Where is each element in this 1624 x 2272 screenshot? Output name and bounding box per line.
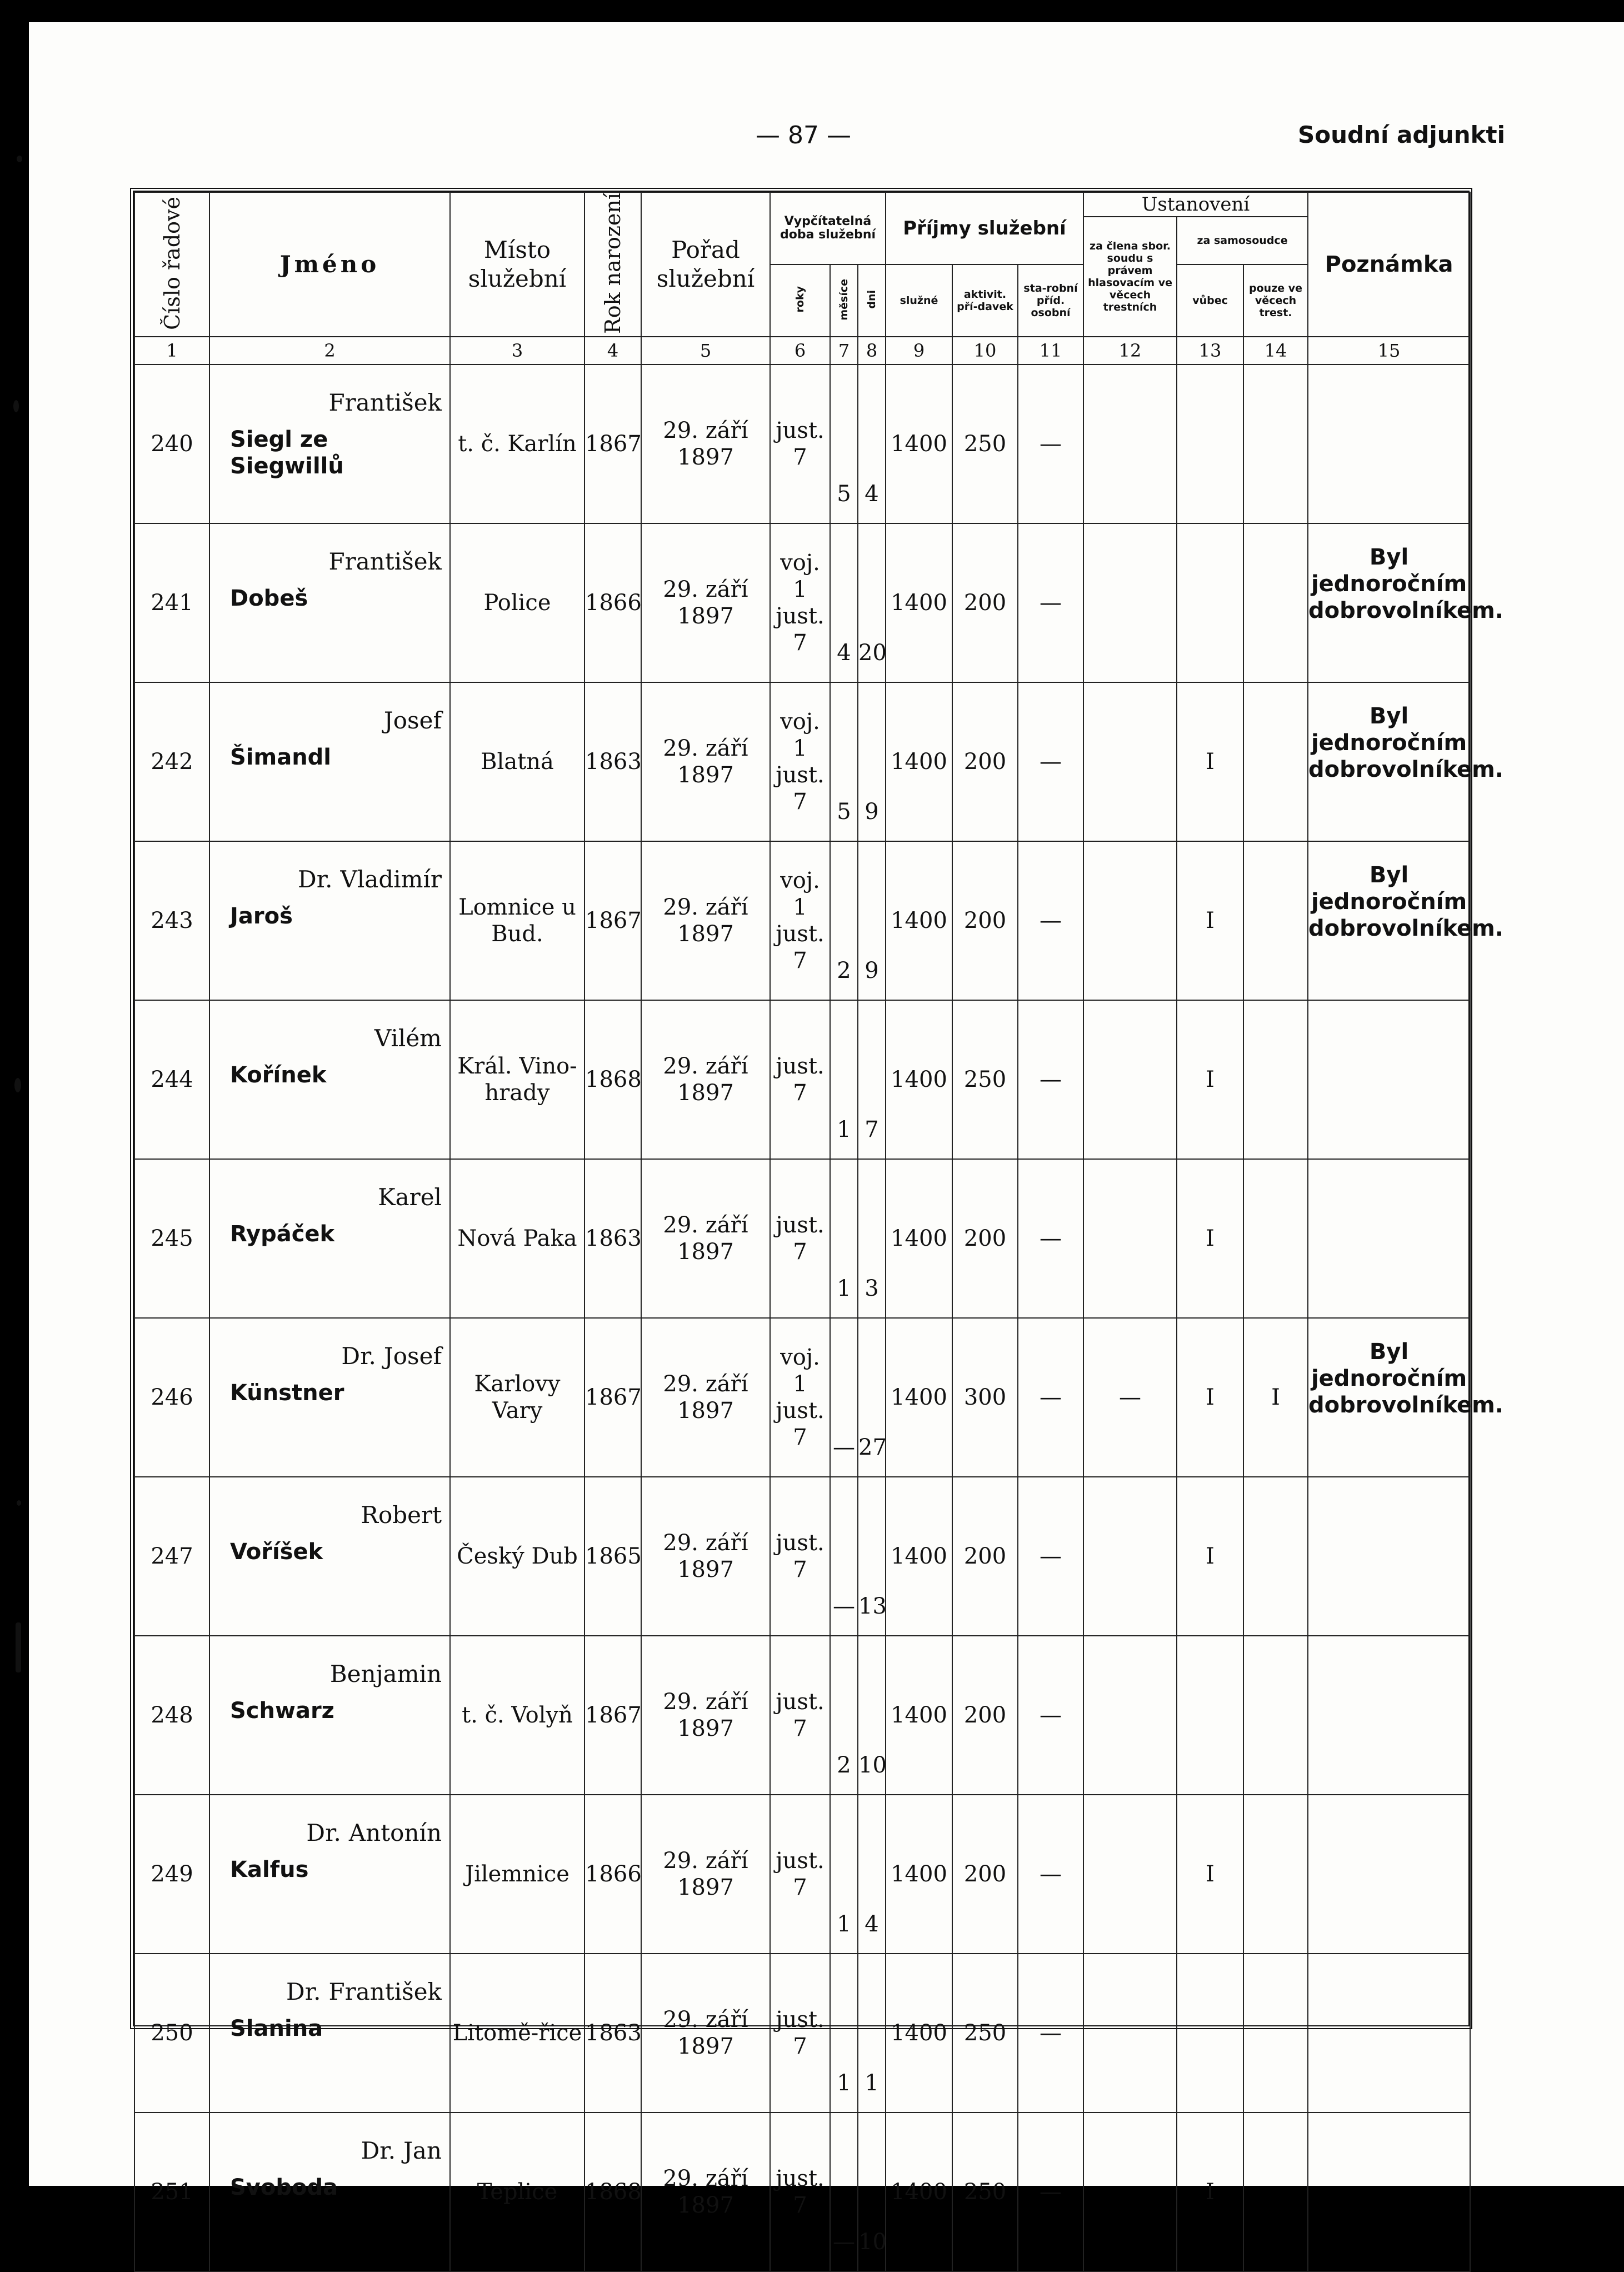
appointment-senate-member (1083, 682, 1177, 841)
remark: Byl jednoročním dobrovolníkem. (1308, 682, 1470, 841)
appointment-senate-member (1083, 1477, 1177, 1636)
surname: Svoboda (230, 2174, 338, 2200)
column-number: 3 (450, 337, 584, 364)
place-of-service: Karlovy Vary (450, 1318, 584, 1477)
header-porad: Pořad služební (641, 192, 770, 337)
appointment-criminal-only (1243, 841, 1308, 1000)
activity-allowance: 200 (952, 841, 1018, 1000)
seniority-allowance: — (1018, 1636, 1083, 1795)
appointment-criminal-only: I (1243, 1318, 1308, 1477)
seniority-allowance: — (1018, 1000, 1083, 1159)
service-months: 1 (830, 1954, 858, 2113)
remark (1308, 1159, 1470, 1318)
seniority-allowance: — (1018, 1159, 1083, 1318)
service-order-date: 29. září 1897 (641, 1636, 770, 1795)
scan-speck (16, 1622, 21, 1672)
seniority-allowance: — (1018, 2113, 1083, 2271)
table-row (134, 682, 1470, 841)
column-number: 7 (830, 337, 858, 364)
salary: 1400 (886, 2113, 952, 2271)
column-number: 5 (641, 337, 770, 364)
service-days: 10 (858, 2113, 886, 2271)
academic-title: Dr. (361, 2136, 396, 2164)
page-number: — 87 — (756, 121, 851, 149)
service-months: — (830, 1477, 858, 1636)
table-row (134, 1159, 1470, 1318)
header-dni: dni (858, 264, 886, 337)
given-name (341, 1343, 442, 1370)
service-days: 3 (858, 1159, 886, 1318)
service-order-date: 29. září 1897 (641, 1795, 770, 1954)
table-row (134, 1954, 1470, 2113)
remark: Byl jednoročním dobrovolníkem. (1308, 523, 1470, 682)
service-months: 1 (830, 1795, 858, 1954)
table-row (134, 523, 1470, 682)
activity-allowance: 250 (952, 2113, 1018, 2271)
column-number: 9 (886, 337, 952, 364)
first-name: Vladimír (340, 865, 442, 893)
appointment-criminal-only (1243, 682, 1308, 841)
remark (1308, 1000, 1470, 1159)
table-row (134, 364, 1470, 523)
activity-allowance: 200 (952, 682, 1018, 841)
first-name: Robert (361, 1501, 442, 1529)
header-cislo: Číslo řadové (134, 192, 209, 337)
appointment-single-judge (1177, 1636, 1243, 1795)
seniority-allowance: — (1018, 364, 1083, 523)
surname: Dobeš (230, 585, 308, 611)
column-number-row (134, 337, 1470, 364)
name-cell (209, 1318, 450, 1477)
salary: 1400 (886, 1159, 952, 1318)
appointment-criminal-only (1243, 364, 1308, 523)
service-years: just. 7 (770, 2113, 830, 2271)
appointment-single-judge: I (1177, 1795, 1243, 1954)
given-name (321, 390, 442, 416)
remark (1308, 364, 1470, 523)
surname: Šimandl (230, 744, 332, 770)
activity-allowance: 250 (952, 1000, 1018, 1159)
row-number: 251 (134, 2113, 209, 2271)
appointment-criminal-only (1243, 1159, 1308, 1318)
surname: Slanina (230, 2015, 323, 2041)
service-days: 10 (858, 1636, 886, 1795)
service-months: 1 (830, 1159, 858, 1318)
name-cell (209, 1159, 450, 1318)
column-number: 4 (584, 337, 641, 364)
salary: 1400 (886, 1954, 952, 2113)
table-header (134, 192, 1470, 364)
service-years: voj. 1 just. 7 (770, 682, 830, 841)
salary: 1400 (886, 1636, 952, 1795)
appointment-single-judge: I (1177, 841, 1243, 1000)
column-number: 15 (1308, 337, 1470, 364)
service-order-date: 29. září 1897 (641, 1000, 770, 1159)
name-cell (209, 1795, 450, 1954)
service-days: 1 (858, 1954, 886, 2113)
place-of-service: t. č. Karlín (450, 364, 584, 523)
activity-allowance: 200 (952, 1159, 1018, 1318)
service-days: 13 (858, 1477, 886, 1636)
remark (1308, 1954, 1470, 2113)
birth-year: 1867 (584, 364, 641, 523)
appointment-senate-member (1083, 1636, 1177, 1795)
remark (1308, 2113, 1470, 2271)
place-of-service: Teplice (450, 2113, 584, 2271)
service-order-date: 29. září 1897 (641, 1318, 770, 1477)
register-table (134, 192, 1503, 2272)
appointment-single-judge: I (1177, 682, 1243, 841)
service-days: 9 (858, 841, 886, 1000)
column-number: 14 (1243, 337, 1308, 364)
header-za-samosoudce: za samosoudce (1177, 217, 1308, 264)
given-name (322, 1661, 442, 1687)
row-number: 247 (134, 1477, 209, 1636)
column-number: 13 (1177, 337, 1243, 364)
table-row (134, 841, 1470, 1000)
row-number: 246 (134, 1318, 209, 1477)
header-za-clena: za člena sbor. soudu s právem hlasovacím ve věcech trestních (1083, 217, 1177, 337)
row-number: 240 (134, 364, 209, 523)
service-days: 27 (858, 1318, 886, 1477)
activity-allowance: 200 (952, 1636, 1018, 1795)
appointment-single-judge: I (1177, 1477, 1243, 1636)
service-days: 4 (858, 1795, 886, 1954)
appointment-senate-member (1083, 2113, 1177, 2271)
birth-year: 1866 (584, 523, 641, 682)
name-cell (209, 682, 450, 841)
name-cell (209, 841, 450, 1000)
service-years: voj. 1 just. 7 (770, 1318, 830, 1477)
service-days: 20 (858, 523, 886, 682)
service-years: voj. 1 just. 7 (770, 523, 830, 682)
service-years: just. 7 (770, 1159, 830, 1318)
table-row (134, 1795, 1470, 1954)
service-months: 2 (830, 1636, 858, 1795)
surname: Schwarz (230, 1697, 334, 1724)
birth-year: 1868 (584, 1000, 641, 1159)
header-starobni: sta-robní příd. osobní (1018, 264, 1083, 337)
seniority-allowance: — (1018, 1318, 1083, 1477)
row-number: 249 (134, 1795, 209, 1954)
service-years: voj. 1 just. 7 (770, 841, 830, 1000)
column-number: 10 (952, 337, 1018, 364)
salary: 1400 (886, 1000, 952, 1159)
first-name: Jan (403, 2136, 442, 2164)
header-vubec: vůbec (1177, 264, 1243, 337)
salary: 1400 (886, 841, 952, 1000)
name-cell (209, 2113, 450, 2271)
appointment-criminal-only (1243, 523, 1308, 682)
birth-year: 1863 (584, 682, 641, 841)
service-order-date: 29. září 1897 (641, 523, 770, 682)
name-cell (209, 1954, 450, 2113)
activity-allowance: 200 (952, 1795, 1018, 1954)
table-row (134, 1477, 1470, 1636)
remark: Byl jednoročním dobrovolníkem. (1308, 1318, 1470, 1477)
appointment-senate-member (1083, 841, 1177, 1000)
service-order-date: 29. září 1897 (641, 841, 770, 1000)
service-years: just. 7 (770, 1477, 830, 1636)
appointment-senate-member (1083, 1000, 1177, 1159)
header-misto: Místo služební (450, 192, 584, 337)
appointment-single-judge: I (1177, 1000, 1243, 1159)
service-months: 1 (830, 1000, 858, 1159)
salary: 1400 (886, 1318, 952, 1477)
academic-title: Dr. (286, 1978, 321, 2005)
service-months: 4 (830, 523, 858, 682)
place-of-service: t. č. Volyň (450, 1636, 584, 1795)
table-row (134, 2113, 1470, 2271)
surname: Kořínek (230, 1062, 327, 1088)
service-order-date: 29. září 1897 (641, 1954, 770, 2113)
place-of-service: Nová Paka (450, 1159, 584, 1318)
appointment-criminal-only (1243, 1795, 1308, 1954)
seniority-allowance: — (1018, 1795, 1083, 1954)
place-of-service: Blatná (450, 682, 584, 841)
service-days: 4 (858, 364, 886, 523)
given-name (306, 1820, 442, 1846)
service-months: 5 (830, 364, 858, 523)
seniority-allowance: — (1018, 1477, 1083, 1636)
table-row (134, 1636, 1470, 1795)
place-of-service: Lomnice u Bud. (450, 841, 584, 1000)
appointment-single-judge (1177, 523, 1243, 682)
seniority-allowance: — (1018, 682, 1083, 841)
row-number: 243 (134, 841, 209, 1000)
given-name (286, 1979, 442, 2005)
surname: Kalfus (230, 1856, 309, 1882)
column-number: 6 (770, 337, 830, 364)
appointment-single-judge (1177, 364, 1243, 523)
appointment-senate-member (1083, 1954, 1177, 2113)
place-of-service: Král. Vino-hrady (450, 1000, 584, 1159)
row-number: 250 (134, 1954, 209, 2113)
header-sluzne: služné (886, 264, 952, 337)
header-poznamka: Poznámka (1308, 192, 1470, 337)
appointment-senate-member (1083, 1795, 1177, 1954)
column-number: 12 (1083, 337, 1177, 364)
academic-title: Dr. (306, 1819, 341, 1846)
service-days: 7 (858, 1000, 886, 1159)
birth-year: 1867 (584, 1636, 641, 1795)
salary: 1400 (886, 1795, 952, 1954)
name-cell (209, 1636, 450, 1795)
birth-year: 1866 (584, 1795, 641, 1954)
header-vypocitatelna: Vypčítatelná doba služební (770, 192, 886, 264)
appointment-single-judge: I (1177, 1318, 1243, 1477)
appointment-senate-member (1083, 1159, 1177, 1318)
column-number: 11 (1018, 337, 1083, 364)
table-body (134, 364, 1503, 2271)
header-jmeno: Jméno (209, 192, 450, 337)
salary: 1400 (886, 682, 952, 841)
academic-title: Dr. (341, 1342, 376, 1370)
table-row (134, 1000, 1470, 1159)
activity-allowance: 200 (952, 1477, 1018, 1636)
scan-speck (13, 400, 19, 412)
appointment-senate-member (1083, 364, 1177, 523)
remark (1308, 1636, 1470, 1795)
appointment-criminal-only (1243, 2113, 1308, 2271)
service-order-date: 29. září 1897 (641, 2113, 770, 2271)
appointment-single-judge: I (1177, 2113, 1243, 2271)
remark: Byl jednoročním dobrovolníkem. (1308, 841, 1470, 1000)
activity-allowance: 200 (952, 523, 1018, 682)
row-number: 244 (134, 1000, 209, 1159)
service-order-date: 29. září 1897 (641, 364, 770, 523)
appointment-senate-member (1083, 523, 1177, 682)
header-rok: Rok narození (584, 192, 641, 337)
place-of-service: Český Dub (450, 1477, 584, 1636)
service-months: 5 (830, 682, 858, 841)
name-cell (209, 364, 450, 523)
header-roky: roky (770, 264, 830, 337)
service-years: just. 7 (770, 364, 830, 523)
appointment-single-judge: I (1177, 1159, 1243, 1318)
birth-year: 1867 (584, 1318, 641, 1477)
first-name: Benjamin (329, 1660, 442, 1687)
surname: Künstner (230, 1380, 344, 1406)
appointment-senate-member: — (1083, 1318, 1177, 1477)
appointment-single-judge (1177, 1954, 1243, 2113)
service-years: just. 7 (770, 1954, 830, 2113)
place-of-service: Police (450, 523, 584, 682)
header-aktivit: aktivit. pří-davek (952, 264, 1018, 337)
first-name: František (328, 1978, 442, 2005)
scan-speck (14, 1078, 21, 1092)
remark (1308, 1795, 1470, 1954)
birth-year: 1863 (584, 1159, 641, 1318)
first-name: Vilém (374, 1024, 442, 1052)
column-number: 8 (858, 337, 886, 364)
surname: Siegl ze Siegwillů (230, 426, 344, 479)
service-days: 9 (858, 682, 886, 841)
given-name (376, 707, 442, 734)
surname: Rypáček (230, 1221, 335, 1247)
activity-allowance: 300 (952, 1318, 1018, 1477)
column-number: 2 (209, 337, 450, 364)
birth-year: 1865 (584, 1477, 641, 1636)
service-order-date: 29. září 1897 (641, 1477, 770, 1636)
given-name (298, 866, 442, 893)
surname: Voříšek (230, 1539, 323, 1565)
birth-year: 1868 (584, 2113, 641, 2271)
name-cell (209, 1000, 450, 1159)
salary: 1400 (886, 364, 952, 523)
first-name: Karel (378, 1183, 442, 1211)
header-pouze: pouze ve věcech trest. (1243, 264, 1308, 337)
first-name: Josef (383, 1342, 442, 1370)
seniority-allowance: — (1018, 1954, 1083, 2113)
place-of-service: Litomě-řice (450, 1954, 584, 2113)
column-number: 1 (134, 337, 209, 364)
row-number: 245 (134, 1159, 209, 1318)
given-name (367, 1025, 442, 1052)
header-mesice: měsíce (830, 264, 858, 337)
given-name (361, 2138, 442, 2164)
appointment-criminal-only (1243, 1000, 1308, 1159)
first-name: Antonín (348, 1819, 442, 1846)
seniority-allowance: — (1018, 523, 1083, 682)
activity-allowance: 250 (952, 1954, 1018, 2113)
birth-year: 1863 (584, 1954, 641, 2113)
service-years: just. 7 (770, 1636, 830, 1795)
appointment-criminal-only (1243, 1477, 1308, 1636)
service-months: — (830, 2113, 858, 2271)
service-months: — (830, 1318, 858, 1477)
seniority-allowance: — (1018, 841, 1083, 1000)
place-of-service: Jilemnice (450, 1795, 584, 1954)
header-prijmy: Příjmy služební (886, 192, 1083, 264)
first-name: František (328, 547, 442, 575)
row-number: 241 (134, 523, 209, 682)
section-title: Soudní adjunkti (1298, 121, 1505, 148)
appointment-criminal-only (1243, 1954, 1308, 2113)
given-name (321, 548, 442, 575)
birth-year: 1867 (584, 841, 641, 1000)
name-cell (209, 523, 450, 682)
academic-title: Dr. (298, 865, 333, 893)
service-years: just. 7 (770, 1000, 830, 1159)
name-cell (209, 1477, 450, 1636)
register-table-frame (130, 188, 1503, 2255)
activity-allowance: 250 (952, 364, 1018, 523)
first-name: František (328, 388, 442, 416)
given-name (370, 1184, 442, 1211)
first-name: Josef (383, 706, 442, 734)
header-ustanoveni: Ustanovení (1083, 192, 1308, 217)
row-number: 242 (134, 682, 209, 841)
scan-speck (17, 156, 22, 162)
appointment-criminal-only (1243, 1636, 1308, 1795)
service-years: just. 7 (770, 1795, 830, 1954)
table-row (134, 1318, 1470, 1477)
scan-speck (17, 1500, 21, 1506)
surname: Jaroš (230, 903, 293, 929)
service-order-date: 29. září 1897 (641, 1159, 770, 1318)
remark (1308, 1477, 1470, 1636)
salary: 1400 (886, 523, 952, 682)
service-months: 2 (830, 841, 858, 1000)
row-number: 248 (134, 1636, 209, 1795)
given-name (353, 1502, 442, 1529)
service-order-date: 29. září 1897 (641, 682, 770, 841)
salary: 1400 (886, 1477, 952, 1636)
